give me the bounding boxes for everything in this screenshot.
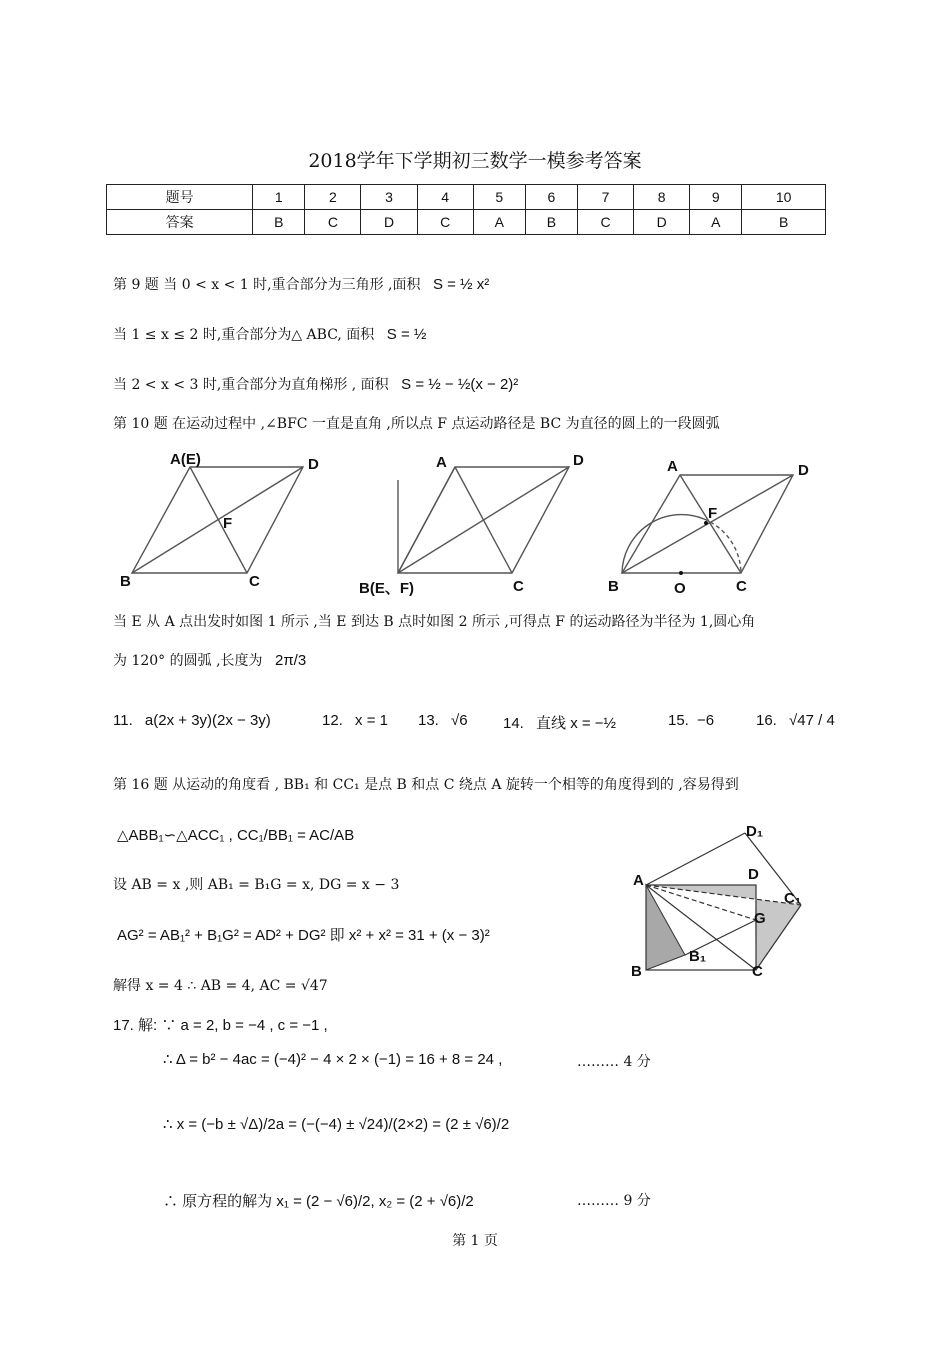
- table-cell: 3: [361, 185, 417, 210]
- fig3-label-f: F: [708, 505, 718, 522]
- answer-11-num: 11.: [113, 712, 133, 729]
- fig1-label-f: F: [223, 515, 233, 532]
- answer-table: [106, 184, 826, 235]
- q16-label-g: G: [754, 910, 766, 927]
- table-row-answers: [107, 210, 826, 235]
- table-cell: 9: [690, 185, 742, 210]
- answer-13: [418, 712, 468, 729]
- q16-label-c: C: [752, 963, 763, 980]
- answer-11: [113, 712, 271, 729]
- q17-line3: ∴ x = (−b ± √Δ)/2a = (−(−4) ± √24)/(2×2) = (2 ± √6)/2: [163, 1116, 510, 1133]
- table-cell: 1: [253, 185, 305, 210]
- q17-score-4: ……… 4 分: [577, 1054, 651, 1070]
- figure-1: [110, 445, 340, 595]
- table-cell: D: [361, 210, 417, 235]
- fig2-line-ac: [455, 467, 512, 573]
- table-cell: C: [417, 210, 473, 235]
- answer-12-num: 12.: [322, 712, 343, 729]
- answer-14-value: 直线 x = −½: [536, 715, 617, 732]
- q16-label-c1: C₁: [784, 890, 802, 907]
- fig3-arc-solid: [622, 515, 704, 573]
- q9-line1-formula: S = ½ x²: [432, 276, 490, 293]
- table-cell: C: [305, 210, 361, 235]
- table-cell: 8: [634, 185, 690, 210]
- answer-11-value: a(2x + 3y)(2x − 3y): [144, 712, 271, 729]
- q16-shaded-triangle-abb1: [646, 885, 685, 970]
- fig2-line-ba: [398, 467, 455, 573]
- q9-line1-text: 第 9 题 当 0 < x < 1 时,重合部分为三角形 ,面积: [113, 277, 421, 293]
- q10-line1: 第 10 题 在运动过程中 ,∠BFC 一直是直角 ,所以点 F 点运动路径是 BC 为直径的圆上的一段圆弧: [113, 416, 720, 432]
- answer-16: [756, 712, 835, 729]
- fig2-label-b: B(E、F): [359, 580, 414, 597]
- page-title: 2018学年下学期初三数学一模参考答案: [308, 150, 642, 172]
- q10-para2: [113, 650, 306, 670]
- q9-line2-formula: S = ½: [386, 326, 427, 343]
- q16-label-d: D: [748, 866, 759, 883]
- q9-line3-text: 当 2 < x < 3 时,重合部分为直角梯形 , 面积: [113, 377, 389, 393]
- q9-line2: [113, 324, 426, 344]
- answer-16-num: 16.: [756, 712, 777, 729]
- fig3-line-ac: [680, 475, 741, 573]
- q16-label-b: B: [631, 963, 642, 980]
- fig3-label-a: A: [667, 458, 678, 475]
- q10-para2-text: 为 120° 的圆弧 ,长度为: [113, 653, 263, 669]
- fig1-label-c: C: [249, 573, 260, 590]
- answer-12: [322, 712, 388, 729]
- table-cell: B: [525, 210, 577, 235]
- fig1-diagonal-bd: [132, 467, 303, 573]
- table-cell: D: [634, 210, 690, 235]
- table-cell: A: [473, 210, 525, 235]
- q16-line-ad1: [646, 833, 745, 885]
- fig3-label-d: D: [798, 462, 809, 479]
- answer-15-num: 15.: [668, 712, 689, 729]
- q9-line2-text: 当 1 ≤ x ≤ 2 时,重合部分为△ ABC, 面积: [113, 327, 375, 343]
- q17-line2: ∴ Δ = b² − 4ac = (−4)² − 4 × 2 × (−1) = 16 + 8 = 24 ,: [163, 1051, 503, 1068]
- answer-15: [668, 712, 714, 729]
- q16-label-a: A: [633, 872, 644, 889]
- fig1-label-b: B: [120, 573, 131, 590]
- table-cell: C: [577, 210, 633, 235]
- table-cell: 5: [473, 185, 525, 210]
- q10-para2-formula: 2π/3: [274, 652, 307, 669]
- table-cell: B: [742, 210, 826, 235]
- table-head: 题号: [107, 185, 253, 210]
- q16-line5: 解得 x = 4 ∴ AB = 4, AC = √47: [113, 978, 328, 994]
- fig3-label-b: B: [608, 578, 619, 595]
- table-cell: 7: [577, 185, 633, 210]
- q16-line2: △ABB₁∽△ACC₁ , CC₁/BB₁ = AC/AB: [117, 827, 355, 844]
- fig3-label-c: C: [736, 578, 747, 595]
- table-row-numbers: [107, 185, 826, 210]
- fig3-label-o: O: [674, 580, 686, 597]
- fig1-line-ac: [190, 467, 247, 573]
- q16-label-d1: D₁: [746, 823, 764, 840]
- q17-line4: ∴ 原方程的解为 x₁ = (2 − √6)/2, x₂ = (2 + √6)/2: [163, 1193, 474, 1210]
- q16-line1: 第 16 题 从运动的角度看 , BB₁ 和 CC₁ 是点 B 和点 C 绕点 A 旋转一个相等的角度得到的 ,容易得到: [113, 777, 739, 793]
- q9-line3-formula: S = ½ − ½(x − 2)²: [401, 376, 519, 393]
- q16-line4: AG² = AB₁² + B₁G² = AD² + DG² 即 x² + x² = 31 + (x − 3)²: [117, 927, 490, 944]
- q10-para1: 当 E 从 A 点出发时如图 1 所示 ,当 E 到达 B 点时如图 2 所示 ,可得点 F 的运动路径为半径为 1,圆心角: [113, 614, 756, 630]
- answer-14-num: 14.: [503, 715, 524, 732]
- q17-score-9: ……… 9 分: [577, 1193, 651, 1209]
- answer-15-value: −6: [697, 712, 715, 729]
- q9-line3: [113, 374, 518, 394]
- answer-12-value: x = 1: [355, 712, 388, 729]
- table-cell: B: [253, 210, 305, 235]
- figure-q16: [625, 815, 815, 985]
- page-footer: 第 1 页: [452, 1233, 498, 1249]
- answer-13-num: 13.: [418, 712, 439, 729]
- table-head: 答案: [107, 210, 253, 235]
- figure-3: [600, 445, 830, 600]
- q16-label-b1: B₁: [689, 948, 707, 965]
- table-cell: 2: [305, 185, 361, 210]
- fig2-label-a: A: [436, 454, 447, 471]
- answer-13-value: √6: [451, 712, 468, 729]
- q17-line1: 17. 解: ∵ a = 2, b = −4 , c = −1 ,: [113, 1017, 328, 1034]
- table-cell: 6: [525, 185, 577, 210]
- figure-2: [355, 445, 595, 600]
- fig1-label-d: D: [308, 456, 319, 473]
- fig2-label-d: D: [573, 452, 584, 469]
- answer-16-value: √47 / 4: [789, 712, 835, 729]
- q9-line1: [113, 274, 489, 294]
- table-cell: 4: [417, 185, 473, 210]
- fig1-label-a: A(E): [170, 451, 201, 468]
- q16-line3: 设 AB = x ,则 AB₁ = B₁G = x, DG = x − 3: [113, 877, 400, 893]
- table-cell: A: [690, 210, 742, 235]
- answer-14: [503, 712, 616, 733]
- table-cell: 10: [742, 185, 826, 210]
- fig2-label-c: C: [513, 578, 524, 595]
- fig3-point-o: [679, 571, 683, 575]
